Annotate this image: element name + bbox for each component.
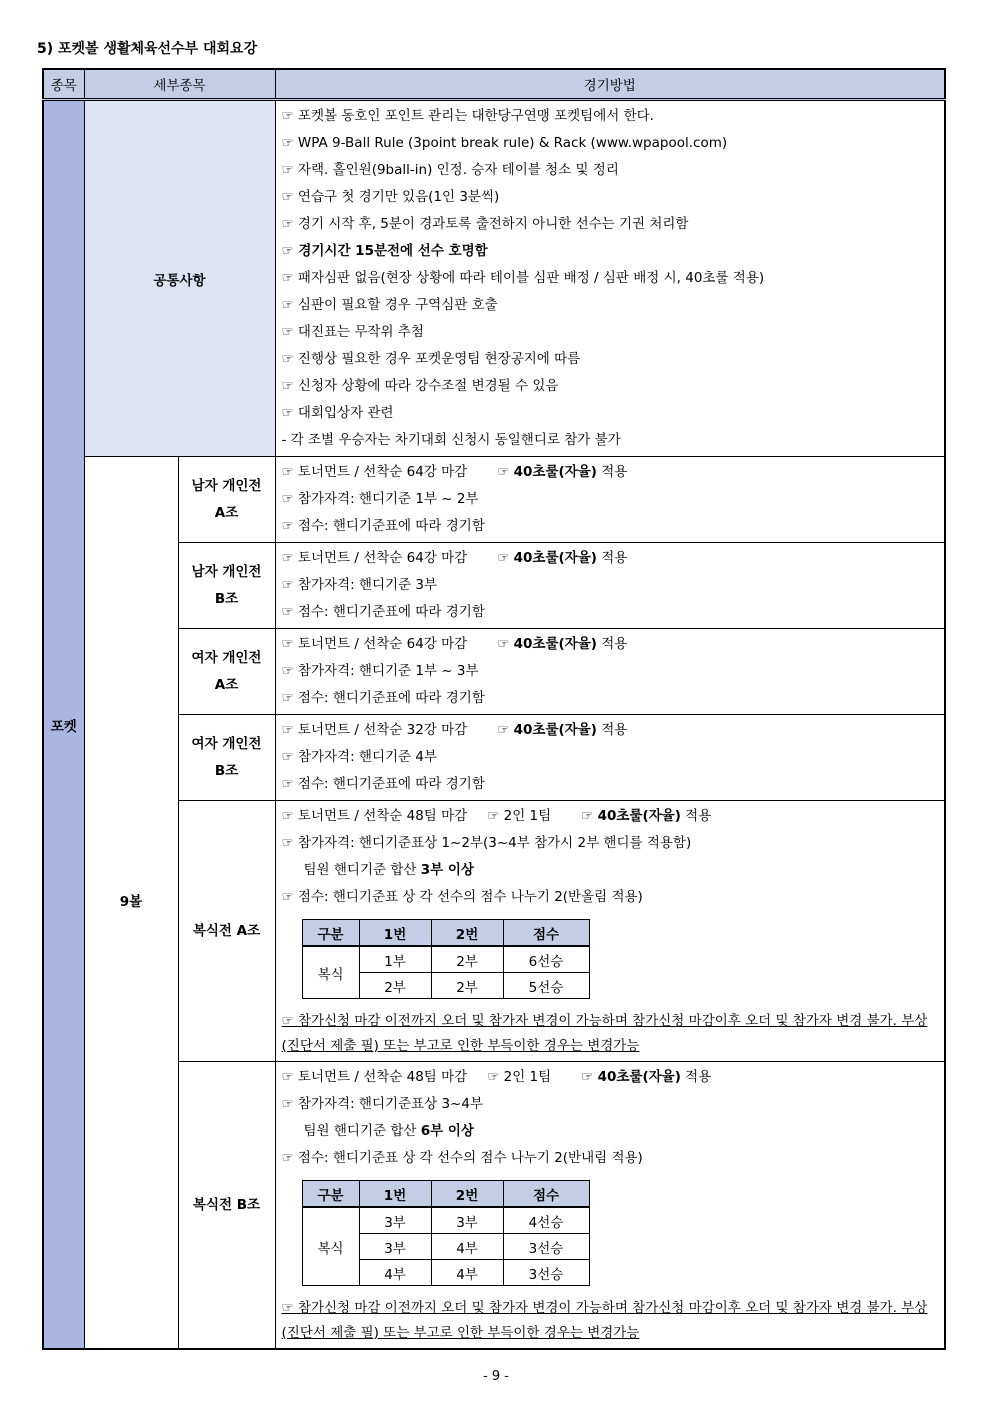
division-row [43,715,945,801]
tournament-line: ☞ 토너먼트 / 선착순 64강 마감 [281,636,468,652]
rules-table [42,68,946,1350]
rule40-text: 40초룰(자율) [513,464,597,480]
page-number: - 9 - [483,1369,509,1384]
rule40-text: 40초룰(자율) [513,550,597,566]
score-table-cell: 3부 [431,1207,503,1234]
team-sum-bold: 6부 이상 [420,1123,474,1139]
team-line: ☞ 2인 1팀 [487,1069,552,1085]
division-name: 여자 개인전 B조 [178,715,275,801]
score-table-header: 구분 [302,920,359,947]
common-line: ☞ 경기 시작 후, 5분이 경과토록 출전하지 아니한 선수는 기권 처리함 [281,216,689,232]
common-line: ☞ 연습구 첫 경기만 있음(1인 3분씩) [281,189,500,205]
division-row [43,457,945,543]
apply-text: 적용 [601,636,628,652]
doubles-name: 복식전 A조 [178,801,275,1062]
qualification-line: ☞ 참가자격: 핸디기준 4부 [281,749,437,765]
score-table-header: 2번 [431,1181,503,1208]
tournament-line: ☞ 토너먼트 / 선착순 48팀 마감 [281,808,468,824]
header-event: 종목 [43,69,84,100]
pointer-icon: ☞ [581,1069,598,1085]
score-table-header: 점수 [503,1181,589,1208]
pointer-icon: ☞ [497,722,514,738]
common-row [43,100,945,457]
score-table-header: 2번 [431,920,503,947]
page-title: 5) 포켓볼 생활체육선수부 대회요강 [37,41,258,57]
score-line: ☞ 점수: 핸디기준표에 따라 경기함 [281,518,485,534]
score-table-cell: 3부 [359,1207,431,1234]
score-table-cell: 2부 [431,973,503,999]
score-table-cell: 4부 [359,1260,431,1286]
common-line: ☞ 진행상 필요한 경우 포켓운영팀 현장공지에 따름 [281,351,581,367]
common-line: ☞ 자랙. 홀인원(9ball-in) 인정. 승자 테이블 청소 및 정리 [281,162,619,178]
score-line: ☞ 점수: 핸디기준표에 따라 경기함 [281,776,485,792]
division-content [275,629,945,715]
score-table-label: 복식 [302,1207,359,1286]
doubles-name: 복식전 B조 [178,1062,275,1350]
score-table-cell: 5선승 [503,973,589,999]
header-row [43,69,945,100]
division-row [43,543,945,629]
tournament-line: ☞ 토너먼트 / 선착순 32강 마감 [281,722,468,738]
team-line: ☞ 2인 1팀 [487,808,552,824]
rule40-text: 40초룰(자율) [597,808,681,824]
division-content [275,457,945,543]
common-label: 공통사항 [84,100,275,457]
common-line: ☞ 대진표는 무작위 추첨 [281,324,424,340]
score-table-label: 복식 [302,946,359,999]
division-content [275,715,945,801]
division-name: 여자 개인전 A조 [178,629,275,715]
change-note: ☞ 참가신청 마감 이전까지 오더 및 참가자 변경이 가능하며 참가신청 마감이후 오더 및 참가자 변경 불가. 부상(진단서 제출 필) 또는 부고로 인한 부득이한 경우는 변경가능 [281,1013,928,1054]
qualification-line: ☞ 참가자격: 핸디기준표상 1~2부(3~4부 참가시 2부 핸디를 적용함) [281,835,692,851]
tournament-line: ☞ 토너먼트 / 선착순 48팀 마감 [281,1069,468,1085]
apply-text: 적용 [601,722,628,738]
doubles-row [43,1062,945,1350]
division-name: 남자 개인전 A조 [178,457,275,543]
rule40-text: 40초룰(자율) [513,722,597,738]
doubles-content [275,801,945,1062]
common-line: ☞ 심판이 필요할 경우 구역심판 호출 [281,297,498,313]
rule40-text: 40초룰(자율) [597,1069,681,1085]
nine-ball-cell: 9볼 [84,457,178,1350]
score-table [302,919,590,999]
team-sum-text: 팀원 핸디기준 합산 [303,1123,421,1139]
common-line: ☞ 포켓볼 동호인 포인트 관리는 대한당구연맹 포켓팀에서 한다. [281,108,654,124]
score-line: ☞ 점수: 핸디기준표에 따라 경기함 [281,690,485,706]
score-table-cell: 3부 [359,1234,431,1260]
score-table [302,1180,590,1286]
score-table-cell: 3선승 [503,1234,589,1260]
score-table-cell: 2부 [359,973,431,999]
score-line: ☞ 점수: 핸디기준표에 따라 경기함 [281,604,485,620]
division-content [275,543,945,629]
qualification-line: ☞ 참가자격: 핸디기준 1부 ~ 2부 [281,491,479,507]
qualification-line: ☞ 참가자격: 핸디기준표상 3~4부 [281,1096,483,1112]
score-table-cell: 6선승 [503,946,589,973]
apply-text: 적용 [601,464,628,480]
change-note: ☞ 참가신청 마감 이전까지 오더 및 참가자 변경이 가능하며 참가신청 마감이후 오더 및 참가자 변경 불가. 부상(진단서 제출 필) 또는 부고로 인한 부득이한 경우는 변경가능 [281,1300,928,1341]
common-content [275,100,945,457]
score-table-cell: 2부 [431,946,503,973]
common-line: ☞ 신청자 상황에 따라 강수조절 변경될 수 있음 [281,378,559,394]
apply-text: 적용 [685,1069,712,1085]
common-line: ☞ 패자심판 없음(현장 상황에 따라 테이블 심판 배정 / 심판 배정 시, 40초룰 적용) [281,270,765,286]
qualification-line: ☞ 참가자격: 핸디기준 1부 ~ 3부 [281,663,479,679]
common-line: ☞ 대회입상자 관련 [281,405,394,421]
common-line: ☞ 경기시간 15분전에 선수 호명함 [281,243,488,259]
pointer-icon: ☞ [497,550,514,566]
team-sum-text: 팀원 핸디기준 합산 [303,862,421,878]
tournament-line: ☞ 토너먼트 / 선착순 64강 마감 [281,550,468,566]
header-subevent: 세부종목 [84,69,275,100]
score-table-header: 점수 [503,920,589,947]
score-table-cell: 3선승 [503,1260,589,1286]
division-name: 남자 개인전 B조 [178,543,275,629]
score-line: ☞ 점수: 핸디기준표 상 각 선수의 점수 나누기 2(반올림 적용) [281,889,643,905]
division-row [43,629,945,715]
common-line: - 각 조별 우승자는 차기대회 신청시 동일핸디로 참가 불가 [281,432,621,448]
score-table-cell: 4부 [431,1260,503,1286]
score-table-header: 구분 [302,1181,359,1208]
qualification-line: ☞ 참가자격: 핸디기준 3부 [281,577,437,593]
tournament-line: ☞ 토너먼트 / 선착순 64강 마감 [281,464,468,480]
score-table-cell: 1부 [359,946,431,973]
pointer-icon: ☞ [497,636,514,652]
score-table-cell: 4선승 [503,1207,589,1234]
doubles-content [275,1062,945,1350]
team-sum-bold: 3부 이상 [420,862,474,878]
apply-text: 적용 [685,808,712,824]
pointer-icon: ☞ [581,808,598,824]
score-line: ☞ 점수: 핸디기준표 상 각 선수의 점수 나누기 2(반내림 적용) [281,1150,643,1166]
apply-text: 적용 [601,550,628,566]
event-cell: 포켓 [43,100,84,1350]
rule40-text: 40초룰(자율) [513,636,597,652]
score-table-header: 1번 [359,920,431,947]
pointer-icon: ☞ [497,464,514,480]
score-table-cell: 4부 [431,1234,503,1260]
doubles-row [43,801,945,1062]
common-line: ☞ WPA 9-Ball Rule (3point break rule) & Rack (www.wpapool.com) [281,135,728,151]
score-table-header: 1번 [359,1181,431,1208]
header-method: 경기방법 [275,69,945,100]
